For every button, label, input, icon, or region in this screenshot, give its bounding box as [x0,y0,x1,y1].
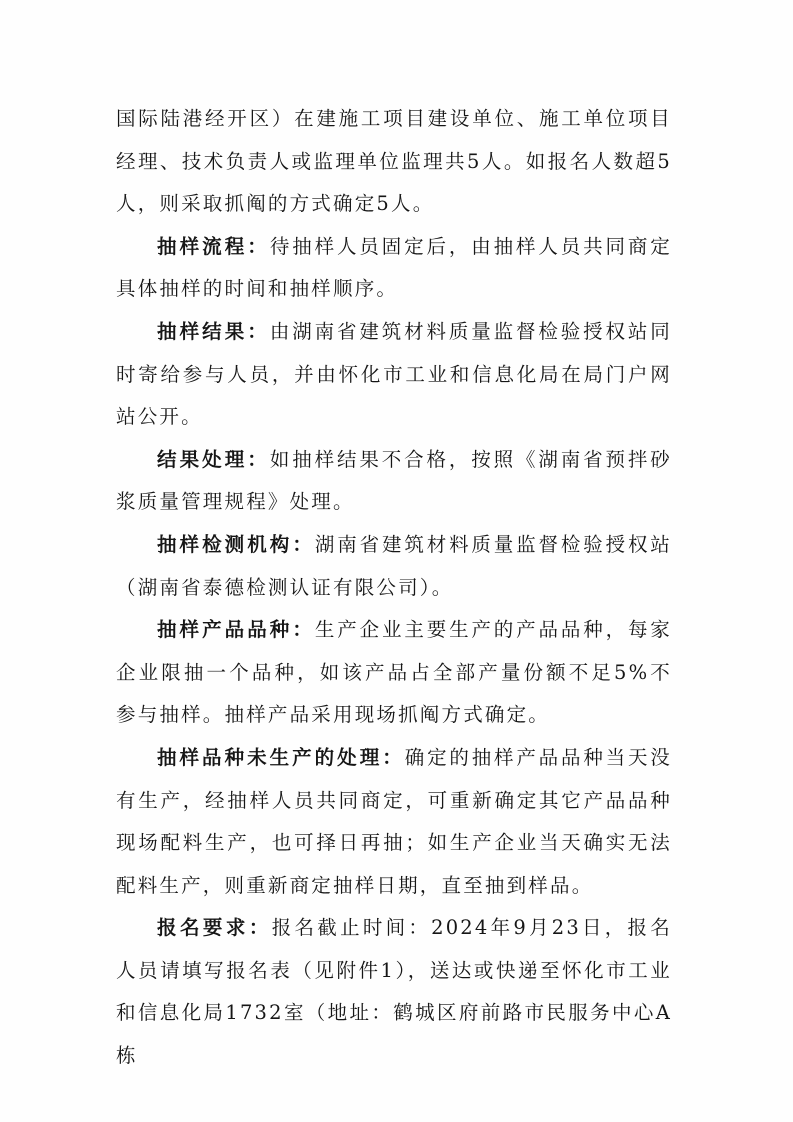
paragraph-text: 待抽样人员固定后，由抽样人员共同商定具体抽样的时间和抽样顺序。 [116,234,672,301]
paragraph-testing-agency [116,524,672,609]
paragraph-label: 结果处理： [157,447,270,471]
document-body [116,98,672,1078]
paragraph-label: 报名要求： [157,916,272,940]
paragraph-sampling-process [116,226,672,311]
paragraph-text: 如抽样结果不合格，按照《湖南省预拌砂浆质量管理规程》处理。 [116,447,672,514]
paragraph-label: 抽样结果： [157,319,270,343]
paragraph-text: 报名截止时间：2024年9月23日，报名人员请填写报名表（见附件1），送达或快递至怀化市工业和信息化局1732室（地址：鹤城区府前路市民服务中心A栋 [116,916,672,1068]
paragraph-text: 确定的抽样产品品种当天没有生产，经抽样人员共同商定，可重新确定其它产品品种现场配料生产，也可择日再抽；如生产企业当天确实无法配料生产，则重新商定抽样日期，直至抽到样品。 [116,745,672,897]
paragraph-label: 抽样流程： [157,234,270,258]
paragraph-result-handling [116,439,672,524]
paragraph-sampling-results [116,311,672,439]
paragraph-label: 抽样品种未生产的处理： [157,745,405,769]
paragraph-continuation [116,98,672,226]
paragraph-product-variety [116,609,672,737]
paragraph-text: 生产企业主要生产的产品品种，每家企业限抽一个品种，如该产品占全部产量份额不足5%不参与抽样。抽样产品采用现场抓阄方式确定。 [116,618,672,727]
paragraph-label: 抽样产品品种： [157,618,315,642]
paragraph-text: 国际陆港经开区）在建施工项目建设单位、施工单位项目经理、技术负责人或监理单位监理共5人。如报名人数超5人，则采取抓阄的方式确定5人。 [116,107,672,216]
paragraph-text: 由湖南省建筑材料质量监督检验授权站同时寄给参与人员，并由怀化市工业和信息化局在局门户网站公开。 [116,319,672,429]
paragraph-registration-requirements [116,907,672,1077]
paragraph-label: 抽样检测机构： [157,532,315,556]
paragraph-not-produced-handling [116,737,672,907]
paragraph-text: 湖南省建筑材料质量监督检验授权站（湖南省泰德检测认证有限公司）。 [116,532,672,599]
